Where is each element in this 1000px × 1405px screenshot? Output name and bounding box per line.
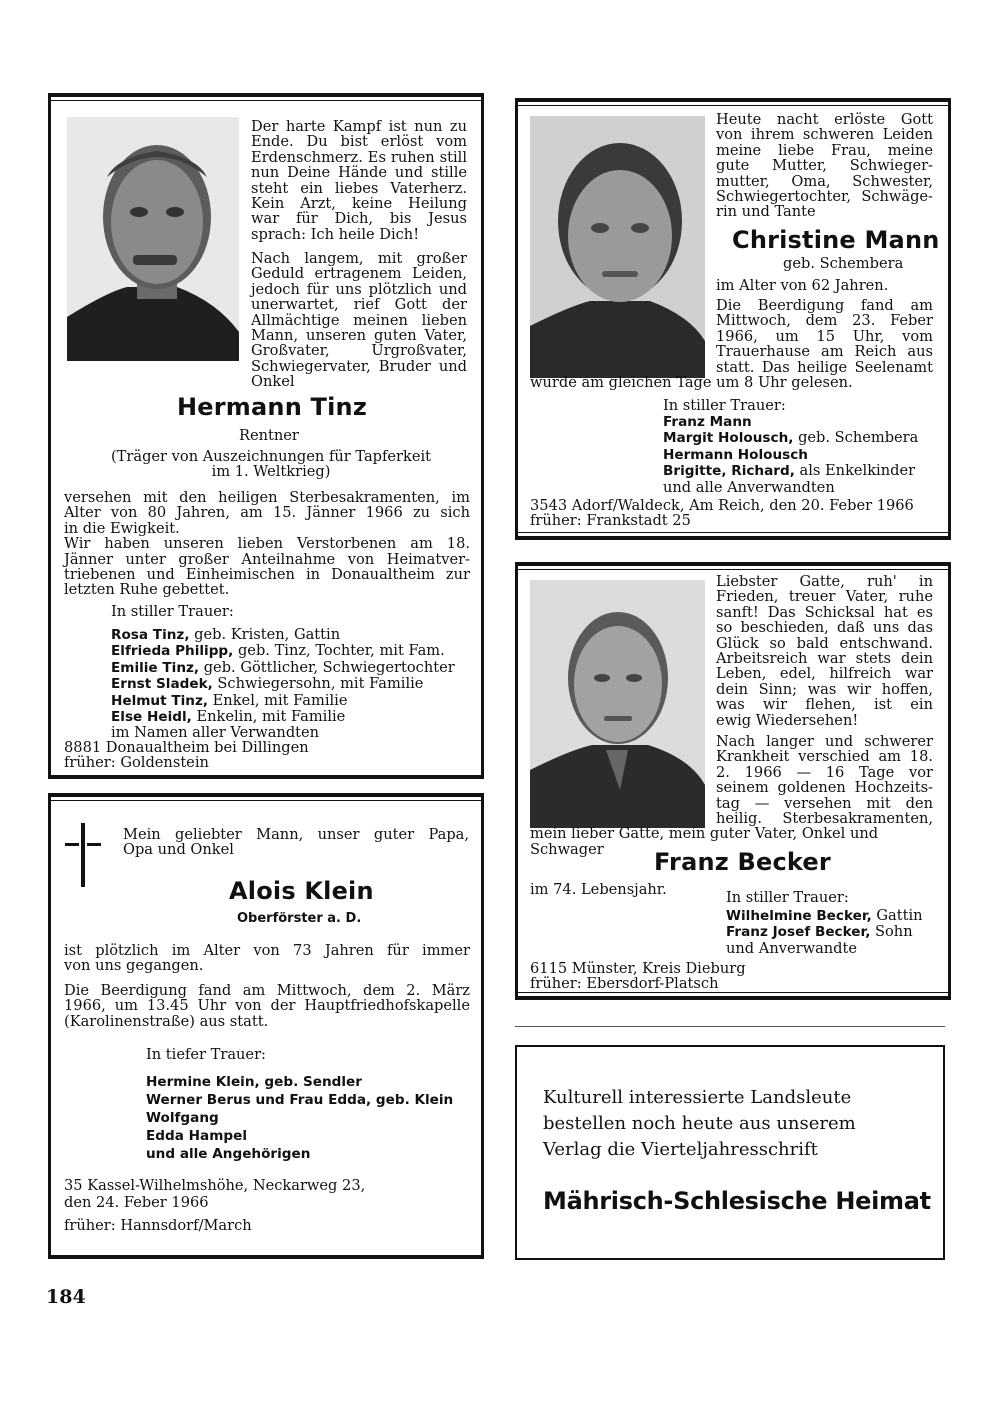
list-item: Franz Josef Becker, Sohn: [726, 923, 913, 941]
cross-icon: [63, 823, 103, 887]
deceased-name: Christine Mann: [732, 226, 940, 254]
list-item: Franz Mann: [663, 414, 752, 430]
list-item: Rosa Tinz, geb. Kristen, Gattin: [111, 626, 341, 643]
mourners-list: [726, 908, 923, 956]
list-item: Else Heidl, Enkelin, mit Familie: [111, 708, 346, 726]
list-item: Emilie Tinz, geb. Göttlicher, Schwiegertochter: [111, 658, 455, 676]
announcement-schwager: Schwager: [530, 841, 604, 858]
announcement-paragraph: Nach langer und schwerer Krankheit verschied am 18. 2. 1966 — 16 Tage vor seinem goldenen Hochzeits- tag — versehen mit den heilig. Sterbesakramenten,: [716, 733, 933, 828]
obituary-christine-mann: [515, 98, 951, 540]
portrait-photo: [530, 580, 705, 828]
list-item: Ernst Sladek, Schwiegersohn, mit Familie: [111, 675, 424, 693]
intro-text: Mein geliebter Mann, unser guter Papa, Opa und Onkel: [123, 826, 469, 859]
intro-verse: Der harte Kampf ist nun zu Ende. Du bist erlöst vom Erdenschmerz. Es ruhen still nun Deine Hände und stille steht ein liebes Vaterherz. Kein Arzt, keine Heilung war für Dich, bis Jesus sprach: Ich heile Dich!: [251, 118, 467, 243]
list-item: und alle Anverwandten: [663, 478, 835, 496]
age: im Alter von 62 Jahren.: [716, 277, 889, 294]
deceased-name: Alois Klein: [229, 877, 374, 905]
mourning-label: In stiller Trauer:: [663, 397, 786, 414]
list-item: Helmut Tinz, Enkel, mit Familie: [111, 691, 348, 709]
portrait-photo: [67, 117, 239, 361]
list-item: Werner Berus und Frau Edda, geb. Klein: [146, 1092, 454, 1108]
list-item: Hermann Holousch: [663, 446, 808, 463]
obituary-body: ist plötzlich im Alter von 73 Jahren für immer von uns gegangen.: [64, 942, 470, 975]
mourners-list: [111, 627, 455, 741]
announcement-last-line: mein lieber Gatte, mein guter Vater, Onkel und: [530, 825, 879, 842]
list-item: und alle Angehörigen: [146, 1146, 311, 1162]
page-number: 184: [46, 1286, 86, 1308]
obituary-body: versehen mit den heiligen Sterbesakramenten, im Alter von 80 Jahren, am 15. Jänner 1966 zu sich in die Ewigkeit. Wir haben unseren lieben Verstorbenen am 18. Jänner unter großer Anteilnahme von Heimatver- triebenen und Einheimischen in Donaualtheim zur letzten Ruhe gebettet.: [64, 489, 470, 599]
mourning-label: In tiefer Trauer:: [146, 1046, 266, 1063]
address: 35 Kassel-Wilhelmshöhe, Neckarweg 23, den 24. Feber 1966 früher: Hannsdorf/March: [64, 1177, 366, 1234]
list-item: Edda Hampel: [146, 1128, 247, 1144]
mourners-list: [146, 1073, 453, 1163]
announcement-paragraph: Nach langem, mit großer Geduld ertragenem Leiden, jedoch für uns plötzlich und unerwartet, rief Gott der Allmächtige meinen lieben Mann, unseren guten Vater, Großvater, Urgroßvater, Schwiegervater, Bruder und Onkel: [251, 250, 467, 391]
intro-verse: Liebster Gatte, ruh' in Frieden, treuer Vater, ruhe sanft! Das Schicksal hat es so beschieden, daß uns das Glück so bald entschwand. Arbeitsreich war stets dein Leben, edel, hilfreich war dein Sinn; was wir hoffen, was wir flehen, ist ein ewig Wiedersehen!: [716, 573, 933, 729]
list-item: Wilhelmine Becker, Gattin: [726, 907, 923, 924]
list-item: Wolfgang: [146, 1110, 219, 1126]
list-item: Hermine Klein, geb. Sendler: [146, 1074, 362, 1090]
title: Oberförster a. D.: [237, 911, 362, 926]
advertisement-box: [515, 1045, 945, 1260]
list-item: im Namen aller Verwandten: [111, 724, 320, 742]
funeral-info: Die Beerdigung fand am Mittwoch, dem 2. März 1966, um 13.45 Uhr von der Hauptfriedhofskapelle (Karolinenstraße) aus statt.: [64, 982, 470, 1030]
funeral-info-last: wurde am gleichen Tage um 8 Uhr gelesen.: [530, 374, 853, 391]
list-item: Brigitte, Richard, als Enkelkinder: [663, 462, 916, 480]
advert-title: Mährisch-Schlesische Heimat: [543, 1187, 931, 1215]
obituary-alois-klein: [48, 793, 484, 1259]
top-rule: [515, 1026, 945, 1027]
intro-text: Heute nacht erlöste Gott von ihrem schweren Leiden meine liebe Frau, meine gute Mutter, Schwieger- mutter, Oma, Schwester, Schwiegertochter, Schwäge- rin und Tante: [716, 111, 933, 221]
obituary-hermann-tinz: [48, 93, 484, 779]
deceased-name: Franz Becker: [654, 848, 831, 876]
list-item: Elfrieda Philipp, geb. Tinz, Tochter, mit Fam.: [111, 642, 445, 660]
deceased-name: Hermann Tinz: [177, 393, 367, 421]
list-item: Margit Holousch, geb. Schembera: [663, 429, 919, 447]
portrait-photo: [530, 116, 705, 378]
list-item: und Anverwandte: [726, 939, 858, 957]
address: 6115 Münster, Kreis Dieburg früher: Ebersdorf-Platsch: [530, 960, 746, 993]
obituary-franz-becker: [515, 562, 951, 1000]
mourning-label: In stiller Trauer:: [726, 889, 849, 906]
honor-note: (Träger von Auszeichnungen für Tapferkeit im 1. Weltkrieg): [110, 448, 432, 481]
advert-text: Kulturell interessierte Landsleute bestellen noch heute aus unserem Verlag die Vierteljahresschrift: [543, 1087, 856, 1160]
address: 3543 Adorf/Waldeck, Am Reich, den 20. Feber 1966 früher: Frankstadt 25: [530, 497, 914, 530]
address: 8881 Donaualtheim bei Dillingen früher: Goldenstein: [64, 739, 309, 772]
age: im 74. Lebensjahr.: [530, 881, 667, 898]
mourners-list: [663, 414, 918, 495]
funeral-info: Die Beerdigung fand am Mittwoch, dem 23. Feber 1966, um 15 Uhr, vom Trauerhause am Reich aus statt. Das heilige Seelenamt: [716, 297, 933, 376]
maiden-name: geb. Schembera: [783, 255, 904, 272]
occupation: Rentner: [239, 427, 299, 444]
mourning-label: In stiller Trauer:: [111, 603, 234, 620]
